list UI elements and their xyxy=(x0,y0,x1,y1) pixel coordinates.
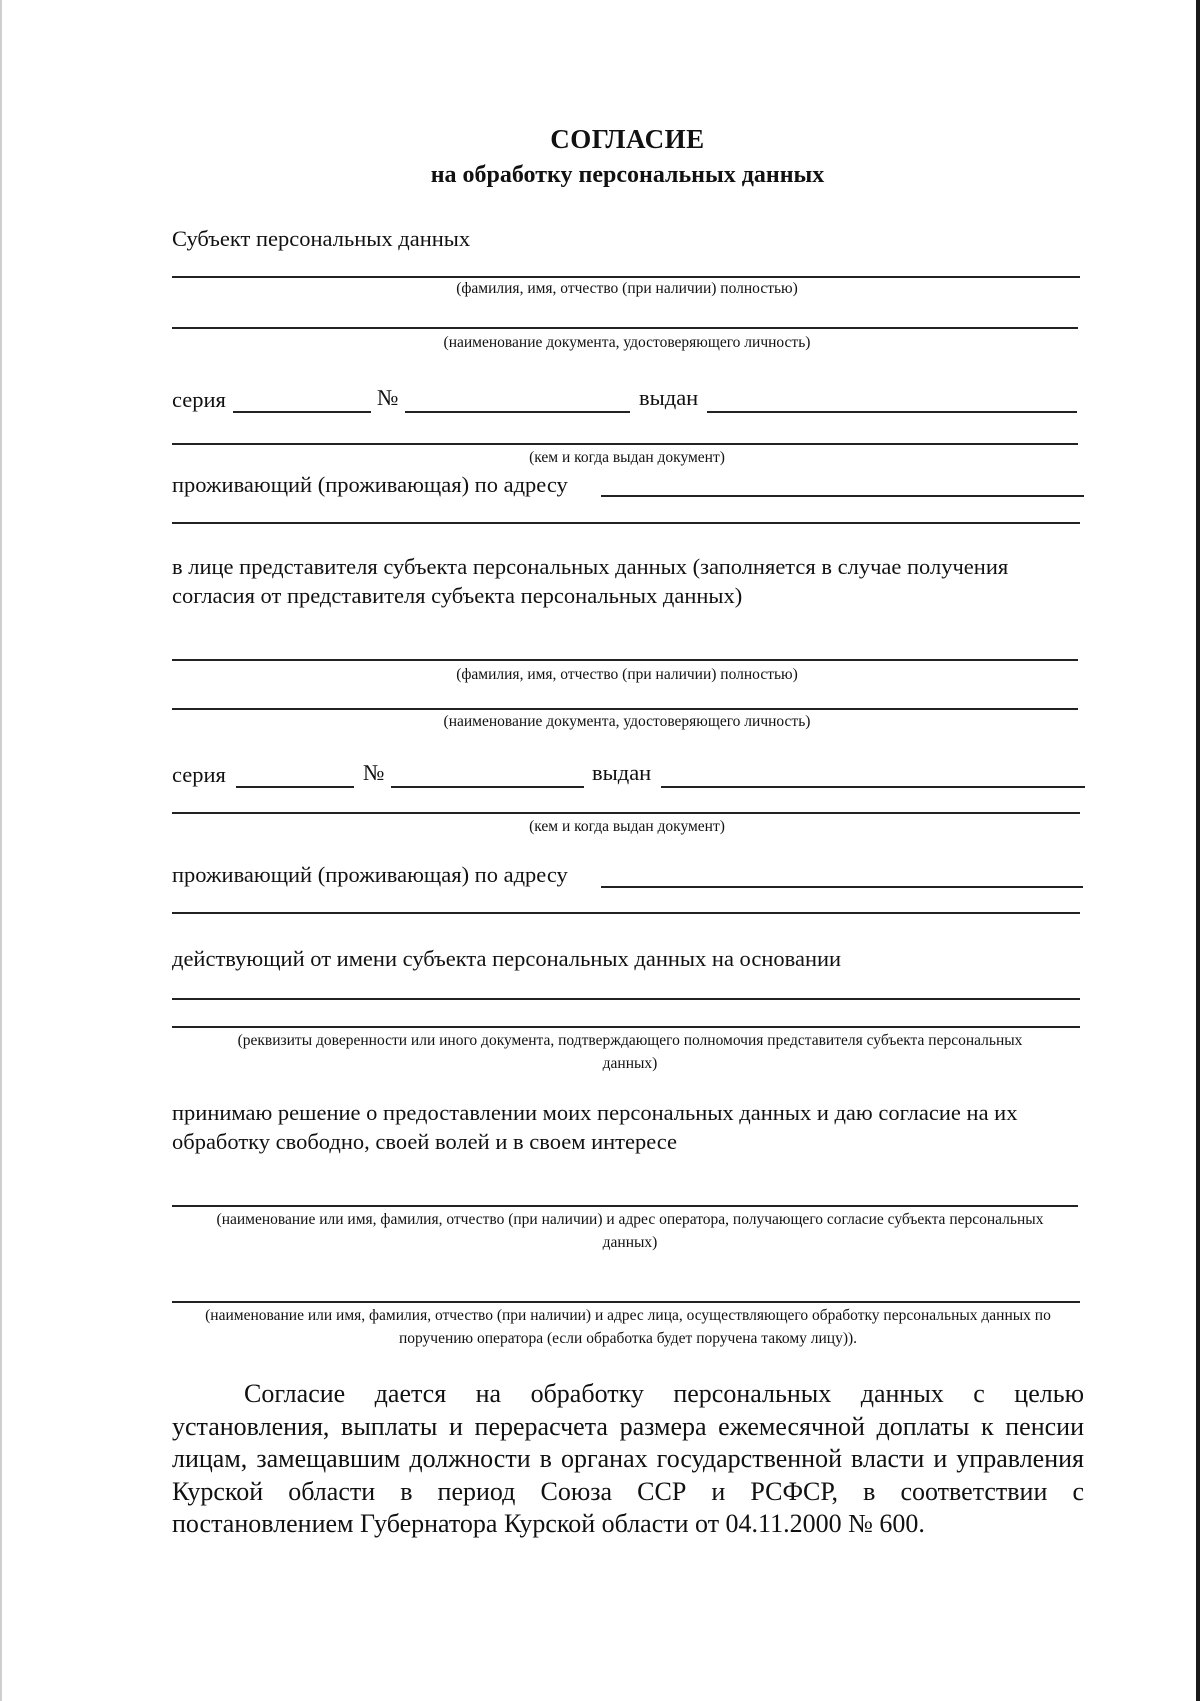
subject-fio-field[interactable] xyxy=(172,276,1080,278)
rep-number-label: № xyxy=(363,760,385,785)
processor-caption: (наименование или имя, фамилия, отчество (при наличии) и адрес лица, осуществляющего обработку персональных данных по поручению оператора (если обработка будет поручена такому лицу)). xyxy=(205,1307,1051,1347)
document-title: СОГЛАСИЕ xyxy=(550,124,705,154)
subject-fio-caption: (фамилия, имя, отчество (при наличии) полностью) xyxy=(456,280,798,297)
rep-series-field[interactable] xyxy=(236,786,354,788)
subject-number-field[interactable] xyxy=(405,411,630,413)
subject-address-field-2[interactable] xyxy=(172,522,1080,524)
decision-line2: обработку свободно, своей волей и в своем интересе xyxy=(172,1129,678,1154)
representative-text-line1: в лице представителя субъекта персональных данных (заполняется в случае получения xyxy=(172,554,1009,579)
rep-number-field[interactable] xyxy=(391,786,584,788)
rep-address-label: проживающий (проживающая) по адресу xyxy=(172,862,568,887)
subject-issued-caption: (кем и когда выдан документ) xyxy=(529,449,725,466)
scan-left-edge xyxy=(0,0,2,1701)
subject-series-label: серия xyxy=(172,387,226,412)
subject-number-label: № xyxy=(377,385,399,410)
rep-address-field[interactable] xyxy=(601,886,1083,888)
subject-doc-caption: (наименование документа, удостоверяющего личность) xyxy=(443,334,811,351)
rep-issued-label: выдан xyxy=(592,760,652,785)
rep-issued-caption: (кем и когда выдан документ) xyxy=(529,818,725,835)
rep-doc-caption: (наименование документа, удостоверяющего личность) xyxy=(443,713,811,730)
subject-address-field[interactable] xyxy=(601,495,1084,497)
rep-fio-field[interactable] xyxy=(172,659,1078,661)
rep-address-field-2[interactable] xyxy=(172,912,1080,914)
operator-caption: (наименование или имя, фамилия, отчество (при наличии) и адрес оператора, получающего согласие субъекта персональных данных) xyxy=(216,1211,1044,1251)
subject-issued-field[interactable] xyxy=(707,411,1077,413)
subject-issued-label: выдан xyxy=(639,385,699,410)
rep-doc-field[interactable] xyxy=(172,708,1078,710)
rep-issued-field[interactable] xyxy=(661,786,1085,788)
authority-caption: (реквизиты доверенности или иного документа, подтверждающего полномочия представителя субъекта персональных данных) xyxy=(237,1032,1023,1072)
acting-label: действующий от имени субъекта персональных данных на основании xyxy=(172,946,842,971)
representative-text-line2: согласия от представителя субъекта персональных данных) xyxy=(172,583,743,608)
scan-right-edge xyxy=(1196,0,1200,1701)
rep-issued-by-field[interactable] xyxy=(172,812,1080,814)
rep-series-label: серия xyxy=(172,762,226,787)
subject-label: Субъект персональных данных xyxy=(172,226,471,251)
processor-field[interactable] xyxy=(172,1301,1080,1303)
acting-basis-field-2[interactable] xyxy=(172,1026,1080,1028)
subject-series-field[interactable] xyxy=(233,411,371,413)
operator-field[interactable] xyxy=(172,1205,1078,1207)
acting-basis-field[interactable] xyxy=(172,998,1080,1000)
decision-line1: принимаю решение о предоставлении моих персональных данных и даю согласие на их xyxy=(172,1100,1018,1125)
rep-fio-caption: (фамилия, имя, отчество (при наличии) полностью) xyxy=(456,666,798,683)
subject-address-label: проживающий (проживающая) по адресу xyxy=(172,472,568,497)
subject-doc-field[interactable] xyxy=(172,327,1078,329)
document-subtitle: на обработку персональных данных xyxy=(430,162,825,188)
subject-issued-by-field[interactable] xyxy=(172,443,1078,445)
purpose-paragraph: Согласие дается на обработку персональных данных с целью установления, выплаты и перерасчета размера ежемесячной доплаты к пенсии лицам, замещавшим должности в органах государственной власти и управления Курской области в период Союза ССР и РСФСР, в соответствии с постановлением Губернатора Курской области от 04.11.2000 № 600. xyxy=(172,1379,1084,1538)
